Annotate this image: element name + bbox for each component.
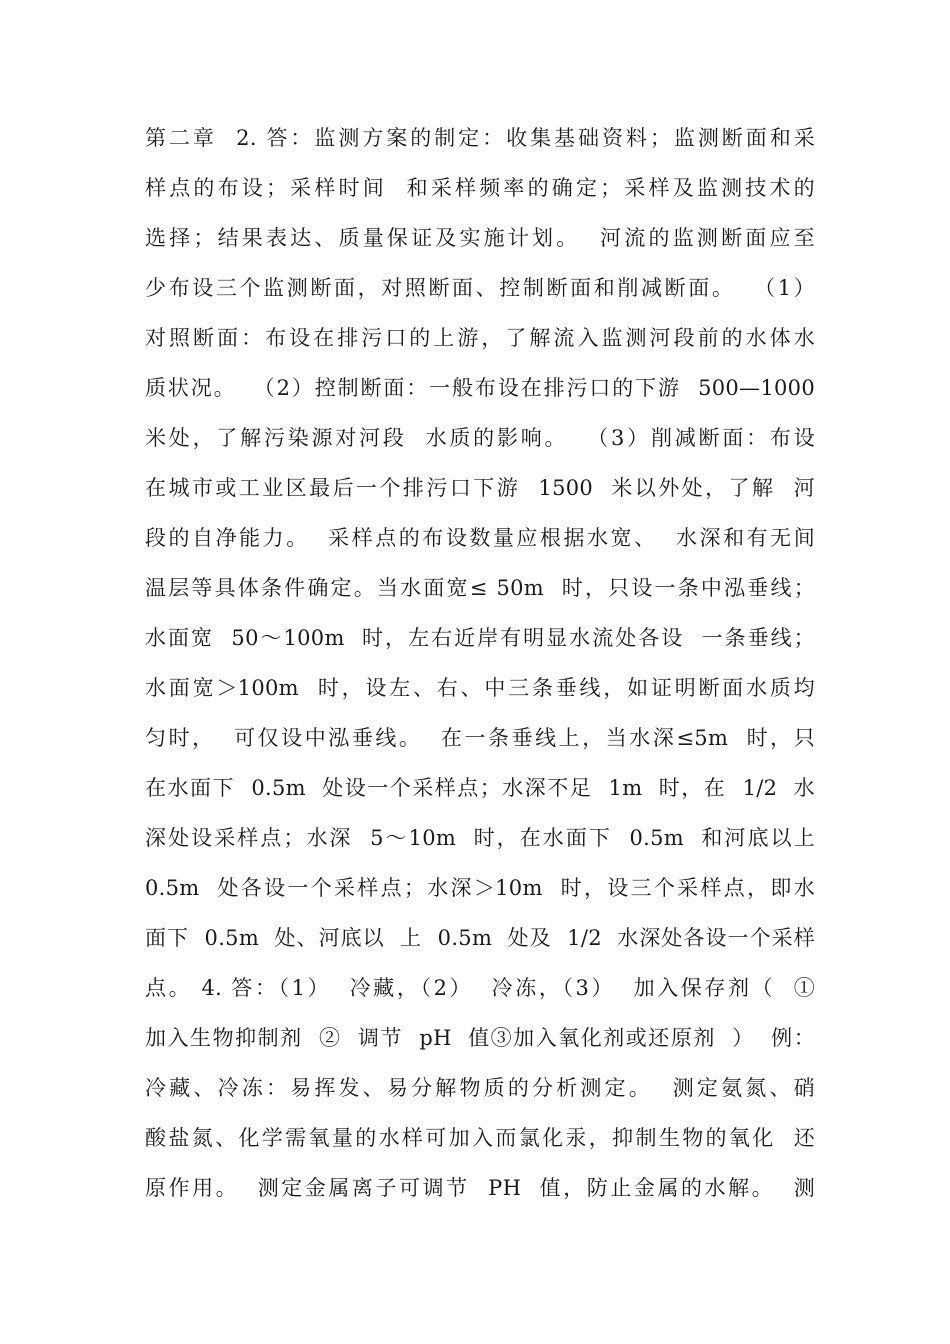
text-line: 样点的布设；采样时间 和采样频率的确定；采样及监测技术的 (145, 176, 815, 200)
body-text (145, 113, 815, 1213)
text-line: 选择；结果表达、质量保证及实施计划。 河流的监测断面应至 (145, 226, 815, 250)
text-line: 米处，了解污染源对河段 水质的影响。 （3）削减断面：布设 (145, 426, 815, 450)
text-line: 少布设三个监测断面，对照断面、控制断面和削减断面。 （1） (145, 276, 815, 300)
text-line: 原作用。 测定金属离子可调节 PH 值，防止金属的水解。 测 (145, 1176, 815, 1200)
text-line: 酸盐氮、化学需氧量的水样可加入而氯化汞，抑制生物的氧化 还 (145, 1126, 815, 1150)
text-line: 深处设采样点；水深 5～10m 时，在水面下 0.5m 和河底以上 (145, 826, 815, 850)
text-line: 段的自净能力。 采样点的布设数量应根据水宽、 水深和有无间 (145, 526, 815, 550)
text-line: 冷藏、冷冻：易挥发、易分解物质的分析测定。 测定氨氮、硝 (145, 1076, 815, 1100)
text-line: 第二章 2. 答：监测方案的制定：收集基础资料；监测断面和采 (145, 126, 815, 150)
text-line: 匀时， 可仅设中泓垂线。 在一条垂线上，当水深≤5m 时，只 (145, 726, 815, 750)
text-line: 质状况。 （2）控制断面：一般布设在排污口的下游 500—1000 (145, 376, 815, 400)
text-line: 对照断面：布设在排污口的上游，了解流入监测河段前的水体水 (145, 326, 815, 350)
text-line: 在城市或工业区最后一个排污口下游 1500 米以外处，了解 河 (145, 476, 815, 500)
text-line: 点。 4. 答：（1） 冷藏，（2） 冷冻，（3） 加入保存剂（ ① (145, 976, 815, 1000)
text-line: 加入生物抑制剂 ② 调节 pH 值③加入氧化剂或还原剂 ） 例： (145, 1026, 815, 1050)
text-line: 在水面下 0.5m 处设一个采样点；水深不足 1m 时，在 1/2 水 (145, 776, 815, 800)
text-line: 0.5m 处各设一个采样点；水深＞10m 时，设三个采样点，即水 (145, 876, 815, 900)
text-line: 面下 0.5m 处、河底以 上 0.5m 处及 1/2 水深处各设一个采样 (145, 926, 815, 950)
text-line: 水面宽＞100m 时，设左、右、中三条垂线，如证明断面水质均 (145, 676, 815, 700)
text-line: 水面宽 50～100m 时，左右近岸有明显水流处各设 一条垂线； (145, 626, 815, 650)
text-line: 温层等具体条件确定。当水面宽≤ 50m 时，只设一条中泓垂线； (145, 576, 815, 600)
